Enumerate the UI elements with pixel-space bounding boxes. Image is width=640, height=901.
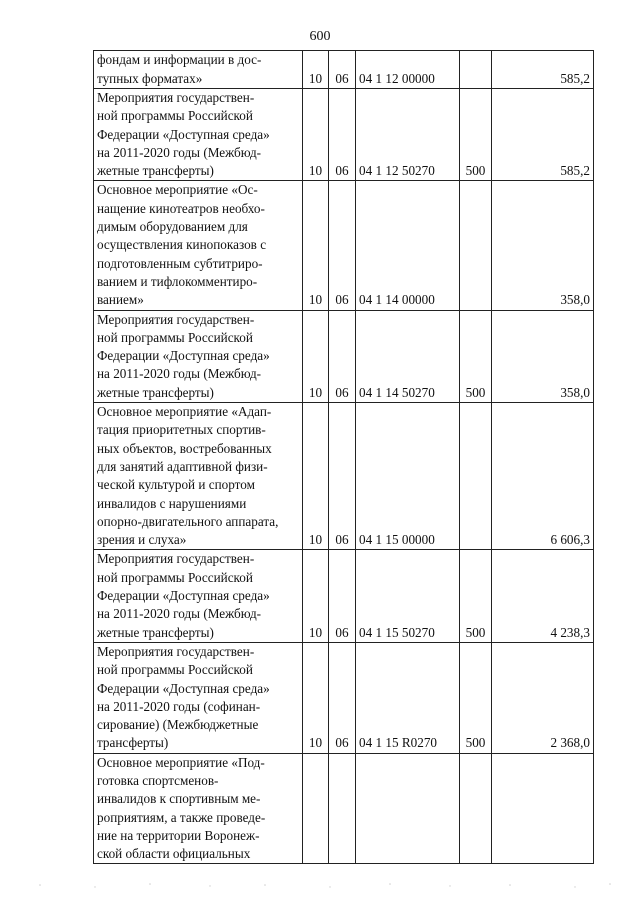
row-subsection-code: 06 bbox=[329, 550, 356, 642]
row-expense-type: 500 bbox=[460, 642, 492, 753]
row-expense-type: 500 bbox=[460, 550, 492, 642]
row-section-code: 10 bbox=[303, 51, 329, 89]
row-amount: 358,0 bbox=[492, 181, 594, 310]
row-subsection-code: 06 bbox=[329, 51, 356, 89]
row-subsection-code: 06 bbox=[329, 642, 356, 753]
row-amount: 585,2 bbox=[492, 51, 594, 89]
row-section-code: 10 bbox=[303, 310, 329, 402]
row-expense-type: 500 bbox=[460, 310, 492, 402]
row-section-code: 10 bbox=[303, 181, 329, 310]
table-row bbox=[94, 642, 594, 753]
row-expense-type: 500 bbox=[460, 89, 492, 181]
row-subsection-code: 06 bbox=[329, 310, 356, 402]
budget-table bbox=[93, 50, 594, 864]
row-target-article: 04 1 14 50270 bbox=[356, 310, 460, 402]
row-name: Основное мероприятие «Адап- тация приоритетных спортив- ных объектов, востребованных для занятий адаптивной физи- ческой культурой и спортом инвалидов с нарушениями опорно-двигательного аппарата, зрения и слуха» bbox=[94, 403, 303, 550]
row-section-code bbox=[303, 753, 329, 864]
table-row bbox=[94, 403, 594, 550]
row-section-code: 10 bbox=[303, 89, 329, 181]
row-name: Мероприятия государствен- ной программы Российской Федерации «Доступная среда» на 2011-2020 годы (Межбюд- жетные трансферты) bbox=[94, 89, 303, 181]
table-row bbox=[94, 310, 594, 402]
row-expense-type bbox=[460, 403, 492, 550]
row-expense-type bbox=[460, 51, 492, 89]
table-row bbox=[94, 550, 594, 642]
table-row bbox=[94, 51, 594, 89]
row-target-article: 04 1 15 50270 bbox=[356, 550, 460, 642]
row-target-article: 04 1 12 50270 bbox=[356, 89, 460, 181]
row-name: Мероприятия государствен- ной программы Российской Федерации «Доступная среда» на 2011-2020 годы (Межбюд- жетные трансферты) bbox=[94, 550, 303, 642]
page-number: 600 bbox=[309, 29, 331, 44]
row-target-article: 04 1 15 R0270 bbox=[356, 642, 460, 753]
row-amount: 2 368,0 bbox=[492, 642, 594, 753]
row-expense-type bbox=[460, 753, 492, 864]
row-amount: 4 238,3 bbox=[492, 550, 594, 642]
row-amount: 6 606,3 bbox=[492, 403, 594, 550]
row-name: Мероприятия государствен- ной программы Российской Федерации «Доступная среда» на 2011-2020 годы (Межбюд- жетные трансферты) bbox=[94, 310, 303, 402]
row-section-code: 10 bbox=[303, 642, 329, 753]
row-subsection-code: 06 bbox=[329, 181, 356, 310]
row-name: Мероприятия государствен- ной программы Российской Федерации «Доступная среда» на 2011-2020 годы (софинан- сирование) (Межбюджетные трансферты) bbox=[94, 642, 303, 753]
row-amount: 585,2 bbox=[492, 89, 594, 181]
row-name: Основное мероприятие «Ос- нащение кинотеатров необхо- димым оборудованием для осуществления кинопоказов с подготовленным субтитриро- ванием и тифлокомментиро- ванием» bbox=[94, 181, 303, 310]
table-row bbox=[94, 181, 594, 310]
scan-artifact-dots bbox=[0, 880, 640, 892]
row-subsection-code bbox=[329, 753, 356, 864]
row-name: фондам и информации в дос- тупных форматах» bbox=[94, 51, 303, 89]
row-section-code: 10 bbox=[303, 403, 329, 550]
row-target-article bbox=[356, 753, 460, 864]
row-target-article: 04 1 12 00000 bbox=[356, 51, 460, 89]
table-row bbox=[94, 89, 594, 181]
row-expense-type bbox=[460, 181, 492, 310]
table-row bbox=[94, 753, 594, 864]
row-target-article: 04 1 15 00000 bbox=[356, 403, 460, 550]
row-amount bbox=[492, 753, 594, 864]
row-target-article: 04 1 14 00000 bbox=[356, 181, 460, 310]
row-subsection-code: 06 bbox=[329, 89, 356, 181]
row-section-code: 10 bbox=[303, 550, 329, 642]
row-name: Основное мероприятие «Под- готовка спортсменов- инвалидов к спортивным ме- роприятиям, а также проведе- ние на территории Воронеж- ской области официальных bbox=[94, 753, 303, 864]
row-subsection-code: 06 bbox=[329, 403, 356, 550]
row-amount: 358,0 bbox=[492, 310, 594, 402]
